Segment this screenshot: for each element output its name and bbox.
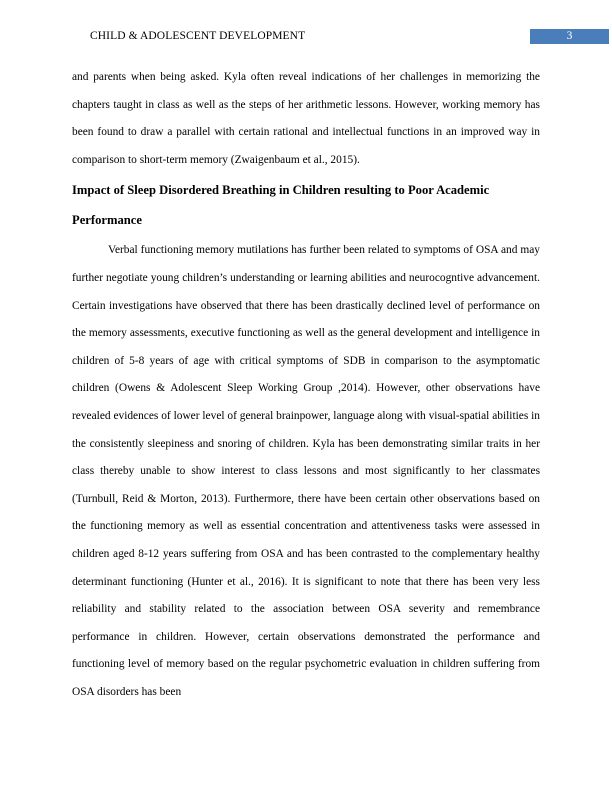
page-number: 3 (530, 29, 609, 44)
section-heading: Impact of Sleep Disordered Breathing in Children resulting to Poor Academic Performance (72, 183, 490, 227)
document-body (72, 64, 540, 706)
body-paragraph-1: and parents when being asked. Kyla often reveal indications of her challenges in memorizing the chapters taught in class as well as the steps of her arithmetic lessons. However, working memory has been found to draw a parallel with certain rational and intellectual functions in an improved way in comparison to short-term memory (Zwaigenbaum et al., 2015). (72, 71, 540, 166)
running-head: CHILD & ADOLESCENT DEVELOPMENT (90, 30, 306, 42)
body-paragraph-2: Verbal functioning memory mutilations has further been related to symptoms of OSA and may further negotiate young children’s understanding or learning abilities and neurocogntive advancement. Certain investigations have observed that there has been drastically declined level of performance on the memory assessments, executive functioning as well as the general development and intelligence in children of 5-8 years of age with critical symptoms of SDB in comparison to the asymptomatic children (Owens & Adolescent Sleep Working Group ,2014). However, other observations have revealed evidences of lower level of general brainpower, language along with visual-spatial abilities in the consistently sleepiness and snoring of children. Kyla has been demonstrating similar traits in her class thereby unable to show interest to class lessons and most significantly to her classmates (Turnbull, Reid & Morton, 2013). Furthermore, there have been certain other observations based on the functioning memory as well as essential concentration and attentiveness tasks were assessed in children aged 8-12 years suffering from OSA and has been contrasted to the complementary healthy determinant functioning (Hunter et al., 2016). It is significant to note that there has been very less reliability and stability related to the association between OSA severity and remembrance performance in children. However, certain observations demonstrated the performance and functioning level of memory based on the regular psychometric evaluation in children suffering from OSA disorders has been (72, 244, 540, 698)
